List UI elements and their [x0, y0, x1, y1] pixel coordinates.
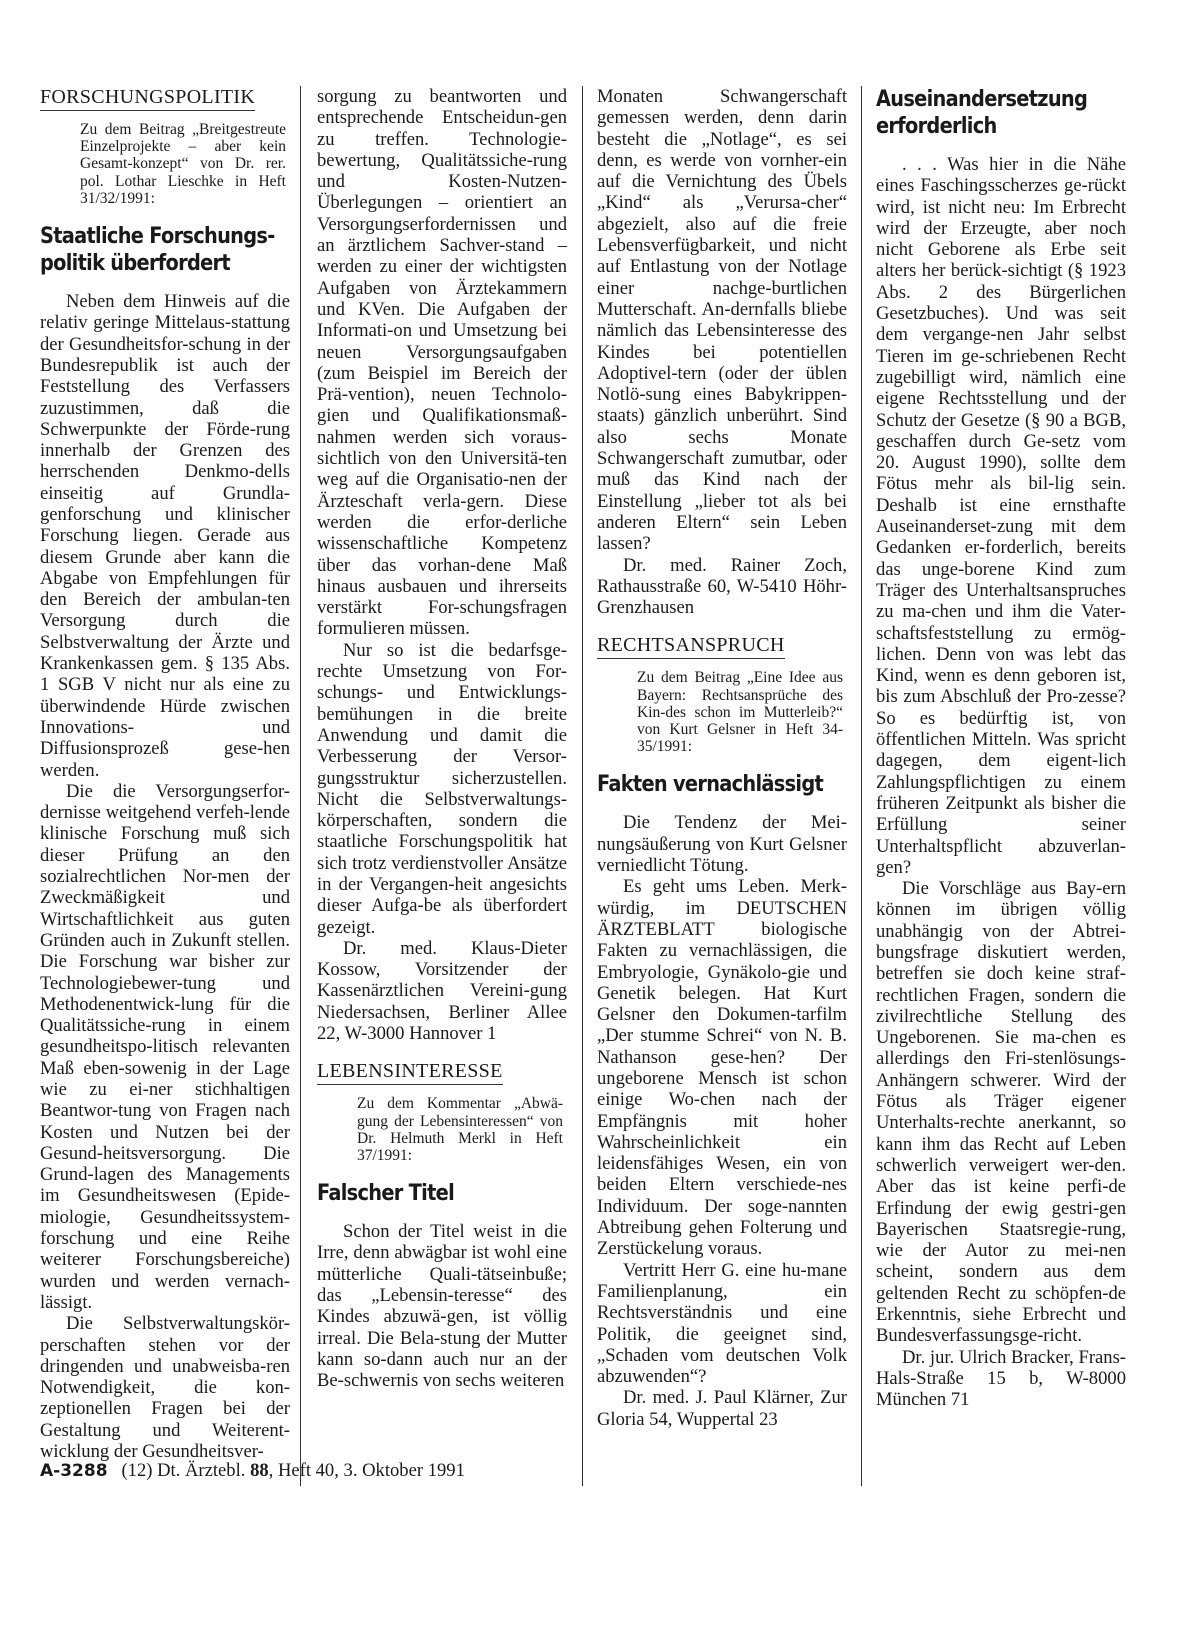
section-label: FORSCHUNGSPOLITIK	[40, 86, 255, 111]
paragraph: Die Vorschläge aus Bay-ern können im übrigen völlig unabhängig von der Abtrei-bungsfrage diskutiert werden, betreffen sie doch keine straf-rechtlichen Fragen, sondern die zivilrechtliche Stellung des Ungeborenen. Sie ma-chen es allerdings den Fri-stenlösungs-Anhängern schwerer. Wird der Fötus als Träger eigener Unterhalts-rechte anerkannt, so kann ihm das Recht auf Leben schwerlich verweigert wer-den. Aber das ist keine perfi-de Erfindung der ewig gestri-gen Bayerischen Staatsregie-rung, wie der Autor zu mei-nen scheint, sondern aus dem geltenden Recht zu schöpfen-de Erkenntnis, siehe Erbrecht und Bundesverfassungsge-richt.	[876, 878, 1126, 1347]
paragraph: Die die Versorgungserfor-dernisse weitgehend verfeh-lende klinische Forschung muß sich dieser Prüfung an den sozialrechtlichen Nor-men der Zweckmäßigkeit und Wirtschaftlichkeit aus guten Gründen auch in Zukunft stellen. Die Forschung war bisher zur Technologiebewer-tung und Methodenentwick-lung für die Qualitätssiche-rung in einem gesundheitspo-litisch relevanten Maß eben-sowenig in der Lage wie zu ei-ner stichhaltigen Beantwor-tung von Fragen nach Kosten und Nutzen bei der Gesund-heitsversorgung. Die Grund-lagen des Managements im Gesundheitswesen (Epide-miologie, Gesundheitssystem-forschung und eine Reihe weiterer Forschungsbereiche) wurden und werden vernach-lässigt.	[40, 780, 290, 1313]
page-number: A-3288	[40, 1461, 108, 1481]
paragraph: Die Selbstverwaltungskör-perschaften stehen vor der dringenden und unabweisba-ren Notwendigkeit, die kon-zeptionellen Fragen bei der Gestaltung und Weiterent-wicklung der Gesundheitsver-	[40, 1313, 290, 1463]
paragraph: Schon der Titel weist in die Irre, denn abwägbar ist wohl eine mütterliche Quali-tätseinbuße; das „Lebensin-teresse“ des Kindes abzuwä-gen, ist völlig irreal. Die Bela-stung der Mutter kann so-dann auch nur an der Be-schwernis von sechs weiteren	[317, 1221, 567, 1392]
column-rule	[300, 86, 301, 1486]
letter-intro: Zu dem Beitrag „Breitgestreute Einzelprojekte – aber kein Gesamt-konzept“ von Dr. rer. pol. Lothar Lieschke in Heft 31/32/1991:	[80, 121, 286, 207]
paragraph: Monaten Schwangerschaft gemessen werden, denn darin besteht die „Notlage“, es sei denn, es werde von vornher-ein auf die Vernichtung des Übels „Kind“ als „Verursa-cher“ abgezielt, also auf die freie Lebensverfügbarkeit, und nicht auf Entlastung von der Notlage einer nachge-burtlichen Mutterschaft. An-dernfalls bliebe nämlich das Lebensinteresse des Kindes bei potentiellen Adoptivel-tern (oder der üblen Notlö-sung eines Babykrippen-staats) gänzlich unberührt. Sind also sechs Monate Schwangerschaft zumutbar, oder muß das Kind nach der Einstellung „lieber tot als bei anderen Eltern“ sein Leben lassen?	[597, 86, 847, 555]
column-4	[876, 86, 1126, 1411]
volume-number: 88	[250, 1460, 269, 1481]
column-2	[317, 86, 567, 1392]
letter-heading: Staatliche Forschungs-politik überfordert	[40, 224, 275, 277]
letter-heading: Falscher Titel	[317, 1181, 455, 1207]
author-signature: Dr. med. Rainer Zoch, Rathausstraße 60, W-5410 Höhr-Grenzhausen	[597, 554, 847, 619]
paragraph: Es geht ums Leben. Merk-würdig, im DEUTSCHEN ÄRZTEBLATT biologische Fakten zu vernachlässigen, die Embryologie, Gynäkolo-gie und Genetik belegen. Hat Kurt Gelsner den Dokumen-tarfilm „Der stumme Schrei“ von N. B. Nathanson gese-hen? Der ungeborene Mensch ist schon einige Wo-chen nach der Empfängnis mit hoher Wahrscheinlichkeit ein leidensfähiges Wesen, ein von beiden Eltern verschiede-nes Individuum. Der soge-nannten Abtreibung gehen Folterung und Zerstückelung voraus.	[597, 876, 847, 1260]
paragraph: sorgung zu beantworten und entsprechende Entscheidun-gen zu treffen. Technologie-bewertung, Qualitätssiche-rung und Kosten-Nutzen-Überlegungen – orientiert an Versorgungserfordernissen und an ärztlichem Sachver-stand – werden zu einer der wichtigsten Aufgaben von Ärztekammern und KVen. Die Aufgaben der Informati-on und Umsetzung bei neuen Versorgungsaufgaben (zum Beispiel im Bereich der Prä-vention), neuen Technolo-gien und Qualifikationsmaß-nahmen werden sich voraus-sichtlich von den Universitä-ten weg auf die Organisatio-nen der Ärzteschaft verla-gern. Diese werden die erfor-derliche wissenschaftliche Kompetenz über das vorhan-dene Maß hinaus ausbauen und ihrerseits verstärkt For-schungsfragen formulieren müssen.	[317, 86, 567, 640]
section-label: LEBENSINTERESSE	[317, 1060, 503, 1085]
journal-name: (12) Dt. Ärztebl.	[121, 1460, 246, 1481]
letter-heading: Auseinandersetzung erforderlich	[876, 87, 1088, 139]
letter-intro: Zu dem Kommentar „Abwä-gung der Lebensinteressen“ von Dr. Helmuth Merkl in Heft 37/1991:	[357, 1095, 563, 1164]
author-signature: Dr. med. Klaus-Dieter Kossow, Vorsitzender der Kassenärztlichen Vereini-gung Niedersachsen, Berliner Allee 22, W-3000 Hannover 1	[317, 937, 567, 1045]
letter-intro: Zu dem Beitrag „Eine Idee aus Bayern: Rechtsansprüche des Kin-des schon im Mutterleib?“ von Kurt Gelsner in Heft 34-35/1991:	[637, 669, 843, 756]
column-rule	[861, 86, 862, 1486]
paragraph: Neben dem Hinweis auf die relativ geringe Mittelaus-stattung der Gesundheitsfor-schung in der Bundesrepublik ist auch der Feststellung des Verfassers zuzustimmen, daß die Schwerpunkte der Förde-rung innerhalb der Grenzen des herrschenden Denkmo-dells einseitig auf Grundla-genforschung und klinischer Forschung liegen. Gerade aus diesem Grunde aber kann die Abgabe von Empfehlungen für den Bereich der ambulan-ten Versorgung durch die Selbstverwaltung der Ärzte und Krankenkassen gem. § 135 Abs. 1 SGB V nicht nur als eine zu überwindende Hürde zwischen Innovations- und Diffusionsprozeß gese-hen werden.	[40, 291, 290, 781]
issue-date: , Heft 40, 3. Oktober 1991	[268, 1460, 465, 1481]
author-signature: Dr. med. J. Paul Klärner, Zur Gloria 54, Wuppertal 23	[597, 1387, 847, 1430]
author-signature: Dr. jur. Ulrich Bracker, Frans-Hals-Straße 15 b, W-8000 München 71	[876, 1346, 1126, 1411]
column-rule	[582, 86, 583, 1486]
paragraph: Nur so ist die bedarfsge-rechte Umsetzung von For-schungs- und Entwicklungs-bemühungen in die breite Anwendung und damit die Verbesserung der Versor-gungsstruktur sicherzustellen. Nicht die Selbstverwaltungs-körperschaften, sondern die staatliche Forschungspolitik hat sich trotz verdienstvoller Ansätze in der Vergangen-heit angesichts dieser Aufga-be als überfordert gezeigt.	[317, 639, 567, 938]
paragraph: . . . Was hier in die Nähe eines Faschingsscherzes ge-rückt wird, ist nicht neu: Im Erbrecht wird der Erzeugte, aber noch nicht Geborene als Erbe seit alters her berück-sichtigt (§ 1923 Abs. 2 des Bürgerlichen Gesetzbuches). Und was seit dem vergange-nen Jahr selbst Tieren im ge-schriebenen Recht zugebilligt wird, nämlich eine eigene Rechtsstellung und der Schutz der Gesetze (§ 90 a BGB, geschaffen durch Ge-setz vom 20. August 1990), sollte dem Fötus mehr als bil-lig sein. Deshalb ist eine ernsthafte Auseinanderset-zung mit dem Gedanken er-forderlich, bereits das unge-borene Kind zum Träger des Unterhaltsanspruches zu ma-chen und ihm die Vater-schaftsfeststellung zu ermög-lichen. Denn von was lebt das Kind, wenn es denn geboren ist, bis zum Abschluß der Pro-zesse? So es bedürftig ist, von öffentlichen Mitteln. Was spricht dagegen, dem eigent-lich Zahlungspflichtigen zu einem früheren Zeitpunkt als bisher die Erfüllung seiner Unterhaltspflicht abzuverlan-gen?	[876, 154, 1126, 878]
letter-heading: Fakten vernachlässigt	[597, 772, 824, 798]
column-3	[597, 86, 847, 1430]
paragraph: Die Tendenz der Mei-nungsäußerung von Kurt Gelsner verniedlicht Tötung.	[597, 812, 847, 877]
section-label: RECHTSANSPRUCH	[597, 634, 785, 659]
column-1	[40, 86, 290, 1462]
page-footer	[40, 1460, 465, 1482]
paragraph: Vertritt Herr G. eine hu-mane Familienplanung, ein Rechtsverständnis und eine Politik, die geeignet sind, „Schaden vom deutschen Volk abzuwenden“?	[597, 1259, 847, 1388]
